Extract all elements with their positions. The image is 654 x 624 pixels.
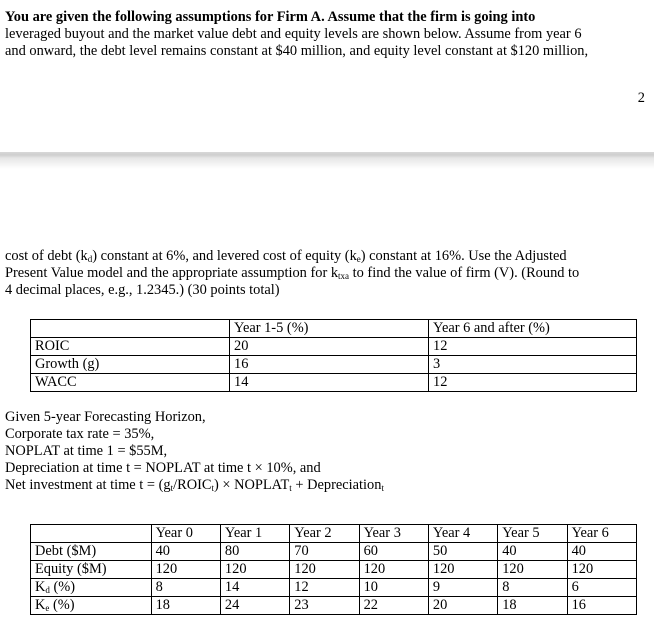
table-cell: Equity ($M) — [31, 561, 152, 579]
table-cell: ROIC — [31, 338, 230, 356]
table-cell: $K_e$ (%) — [31, 597, 152, 615]
table-row — [31, 374, 637, 392]
table-cell: 24 — [220, 597, 289, 615]
continuation-line-3: 4 decimal places, e.g., 1.2345.) (30 points total) — [5, 282, 280, 298]
table-cell: 23 — [290, 597, 359, 615]
table-header-row — [31, 320, 637, 338]
table-row — [31, 356, 637, 374]
table-cell: Growth (g) — [31, 356, 230, 374]
roic-growth-wacc-table — [30, 319, 637, 392]
table-row — [31, 338, 637, 356]
table-cell: 20 — [428, 597, 497, 615]
continuation-line-1: cost of debt $(k_d)$ constant at 6%, and levered cost of equity $(k_e)$ constant at 16%. Use the Adjusted — [5, 248, 567, 264]
continuation-line-2: Present Value model and the appropriate assumption for $k_{txa}$ to find the value of firm (V). (Round to — [5, 265, 580, 281]
table-cell: 14 — [230, 374, 429, 392]
table-cell: Year 0 — [151, 525, 220, 543]
table-cell: 14 — [220, 579, 289, 597]
table-row — [31, 579, 637, 597]
given-line-4: Depreciation at time t = NOPLAT at time t × 10%, and — [5, 460, 321, 476]
table-cell: 120 — [428, 561, 497, 579]
page-number: 2 — [637, 90, 645, 106]
table-cell: 60 — [359, 543, 428, 561]
table-cell: Year 4 — [428, 525, 497, 543]
table-cell: Year 2 — [290, 525, 359, 543]
table-cell: Year 1 — [220, 525, 289, 543]
given-line-1: Given 5-year Forecasting Horizon, — [5, 409, 206, 425]
table-cell: 120 — [290, 561, 359, 579]
table-cell: WACC — [31, 374, 230, 392]
table-cell: 120 — [359, 561, 428, 579]
table-cell: Year 6 and after (%) — [429, 320, 637, 338]
intro-line-2: leveraged buyout and the market value debt and equity levels are shown below. Assume from year 6 — [5, 26, 582, 42]
given-line-3: NOPLAT at time 1 = $55M, — [5, 443, 168, 459]
table-cell: 120 — [498, 561, 567, 579]
table-cell: 16 — [230, 356, 429, 374]
table-cell: 40 — [151, 543, 220, 561]
table-cell: 120 — [567, 561, 636, 579]
table-cell: 18 — [151, 597, 220, 615]
given-line-5: Net investment at time $t = (g_t/ROIC_t)$ × $NOPLAT_t$ + Depreciation$_t$ — [5, 477, 384, 493]
table-cell: $K_d$ (%) — [31, 579, 152, 597]
table-cell: 10 — [359, 579, 428, 597]
table-cell: 9 — [428, 579, 497, 597]
table-row — [31, 543, 637, 561]
table-row — [31, 561, 637, 579]
table-cell: 6 — [567, 579, 636, 597]
given-assumptions — [5, 409, 384, 494]
table-cell: 22 — [359, 597, 428, 615]
table-cell: 18 — [498, 597, 567, 615]
table-cell: 70 — [290, 543, 359, 561]
table-cell: 120 — [151, 561, 220, 579]
table-cell: Year 3 — [359, 525, 428, 543]
intro-line-3: and onward, the debt level remains constant at $40 million, and equity level constant at $120 million, — [5, 43, 589, 59]
table-cell — [31, 320, 230, 338]
table-header-row — [31, 525, 637, 543]
table-cell: Year 1-5 (%) — [230, 320, 429, 338]
table-row — [31, 597, 637, 615]
table-cell: 12 — [429, 338, 637, 356]
table-cell: Year 6 — [567, 525, 636, 543]
table-cell: 40 — [498, 543, 567, 561]
table-cell: 80 — [220, 543, 289, 561]
table-cell: Year 5 — [498, 525, 567, 543]
table-cell: 120 — [220, 561, 289, 579]
table-cell: 12 — [429, 374, 637, 392]
table-cell: 8 — [498, 579, 567, 597]
table-cell: 50 — [428, 543, 497, 561]
table-cell: 40 — [567, 543, 636, 561]
table-cell: 3 — [429, 356, 637, 374]
page-break-divider — [0, 152, 654, 169]
given-line-2: Corporate tax rate = 35%, — [5, 426, 155, 442]
capital-structure-table — [30, 524, 637, 615]
table-cell — [31, 525, 152, 543]
intro-line-1: You are given the following assumptions for Firm A. Assume that the firm is going into — [5, 9, 536, 25]
table-cell: 16 — [567, 597, 636, 615]
table-cell: 12 — [290, 579, 359, 597]
table-cell: 8 — [151, 579, 220, 597]
table-cell: Debt ($M) — [31, 543, 152, 561]
table-cell: 20 — [230, 338, 429, 356]
